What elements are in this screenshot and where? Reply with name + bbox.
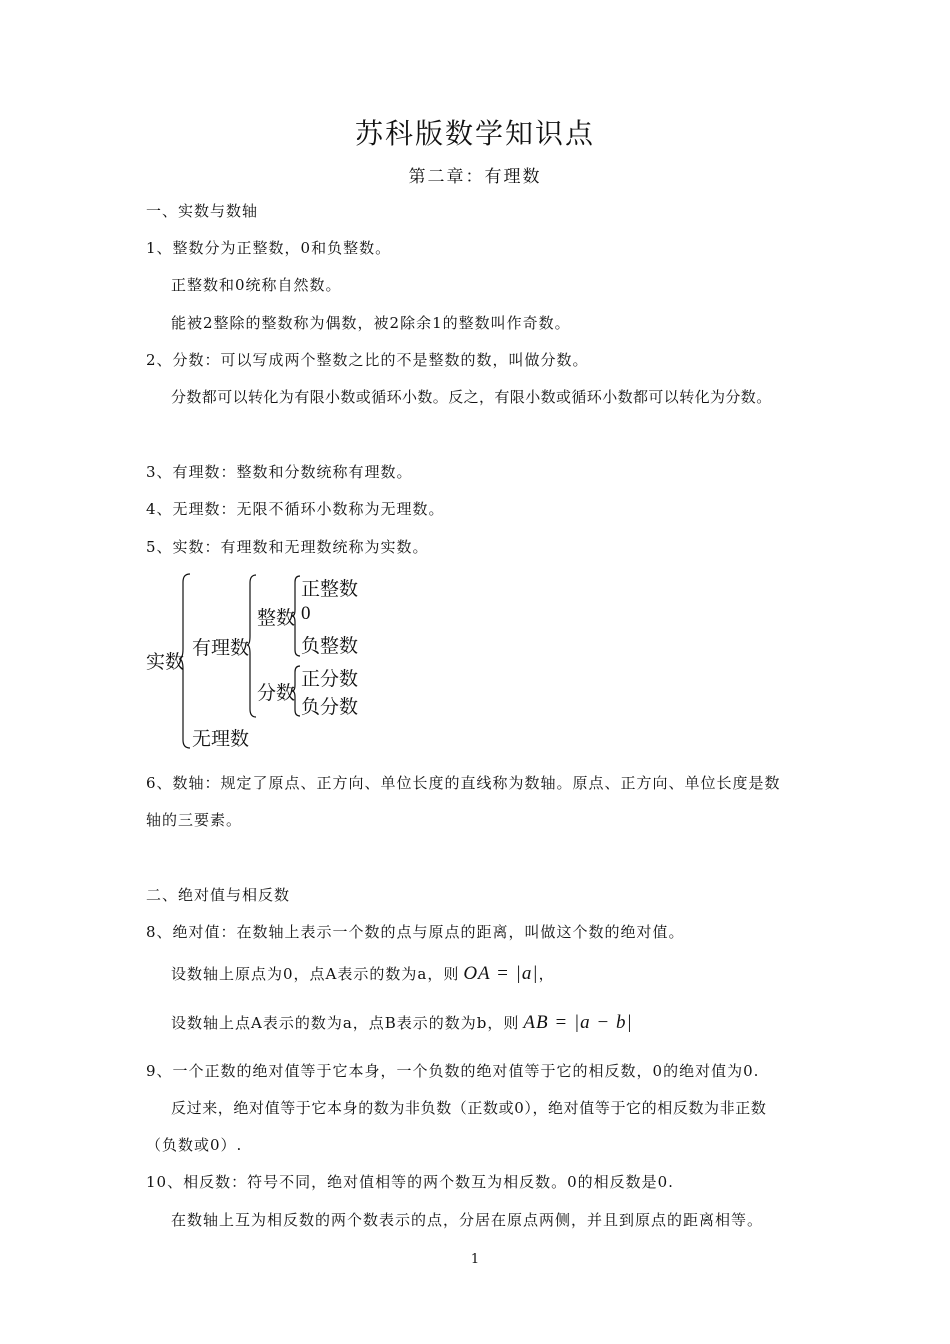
tree-negative-fraction: 负分数 <box>301 696 359 718</box>
paragraph-1a: 正整数和0统称自然数。 <box>171 276 342 294</box>
paragraph-10a: 在数轴上互为相反数的两个数表示的点，分居在原点两侧，并且到原点的距离相等。 <box>171 1211 764 1229</box>
paragraph-8b-text: 设数轴上点A表示的数为a，点B表示的数为b，则 <box>171 1014 520 1032</box>
tree-root-real: 实数 <box>146 651 185 673</box>
paragraph-8a <box>171 963 555 985</box>
paragraph-4: 4、无理数：无限不循环小数称为无理数。 <box>146 500 445 518</box>
tree-integer: 整数 <box>257 607 296 629</box>
paragraph-2: 2、分数：可以写成两个整数之比的不是整数的数，叫做分数。 <box>146 351 589 369</box>
section-heading-1: 一、实数与数轴 <box>146 202 259 220</box>
paragraph-8a-text: 设数轴上原点为0，点A表示的数为a，则 <box>171 965 460 983</box>
paragraph-8: 8、绝对值：在数轴上表示一个数的点与原点的距离，叫做这个数的绝对值。 <box>146 923 685 941</box>
paragraph-8b <box>171 1012 633 1034</box>
brace-integer <box>291 574 301 658</box>
tree-irrational: 无理数 <box>192 728 250 750</box>
formula-oa: OA = |a| <box>463 963 539 984</box>
tree-rational: 有理数 <box>192 637 250 659</box>
paragraph-2a: 分数都可以转化为有限小数或循环小数。反之，有限小数或循环小数都可以转化为分数。 <box>171 388 772 406</box>
paragraph-6b: 轴的三要素。 <box>146 811 243 829</box>
paragraph-9: 9、一个正数的绝对值等于它本身，一个负数的绝对值等于它的相反数，0的绝对值为0. <box>146 1062 760 1080</box>
tree-fraction: 分数 <box>257 682 296 704</box>
paragraph-9a: 反过来，绝对值等于它本身的数为非负数（正数或0），绝对值等于它的相反数为非正数 <box>171 1099 767 1117</box>
formula-ab: AB = |a − b| <box>523 1012 633 1033</box>
tree-positive-integer: 正整数 <box>301 578 359 600</box>
paragraph-1: 1、整数分为正整数，0和负整数。 <box>146 239 392 257</box>
paragraph-9b: （负数或0）. <box>146 1136 243 1154</box>
tree-positive-fraction: 正分数 <box>301 668 359 690</box>
paragraph-8a-tail: ， <box>538 965 555 983</box>
paragraph-5: 5、实数：有理数和无理数统称为实数。 <box>146 538 429 556</box>
paragraph-10: 10、相反数：符号不同，绝对值相等的两个数互为相反数。0的相反数是0. <box>146 1173 674 1191</box>
paragraph-1b: 能被2整除的整数称为偶数，被2除余1的整数叫作奇数。 <box>171 314 571 332</box>
chapter-title: 第二章：有理数 <box>408 167 542 187</box>
brace-real <box>178 572 192 750</box>
tree-zero: 0 <box>301 603 311 624</box>
page-number: 1 <box>470 1252 480 1267</box>
section-heading-2: 二、绝对值与相反数 <box>146 886 291 904</box>
page-title: 苏科版数学知识点 <box>354 117 595 150</box>
tree-negative-integer: 负整数 <box>301 635 359 657</box>
paragraph-6a: 6、数轴：规定了原点、正方向、单位长度的直线称为数轴。原点、正方向、单位长度是数 <box>146 774 781 792</box>
paragraph-3: 3、有理数：整数和分数统称有理数。 <box>146 463 413 481</box>
brace-fraction <box>291 664 301 718</box>
